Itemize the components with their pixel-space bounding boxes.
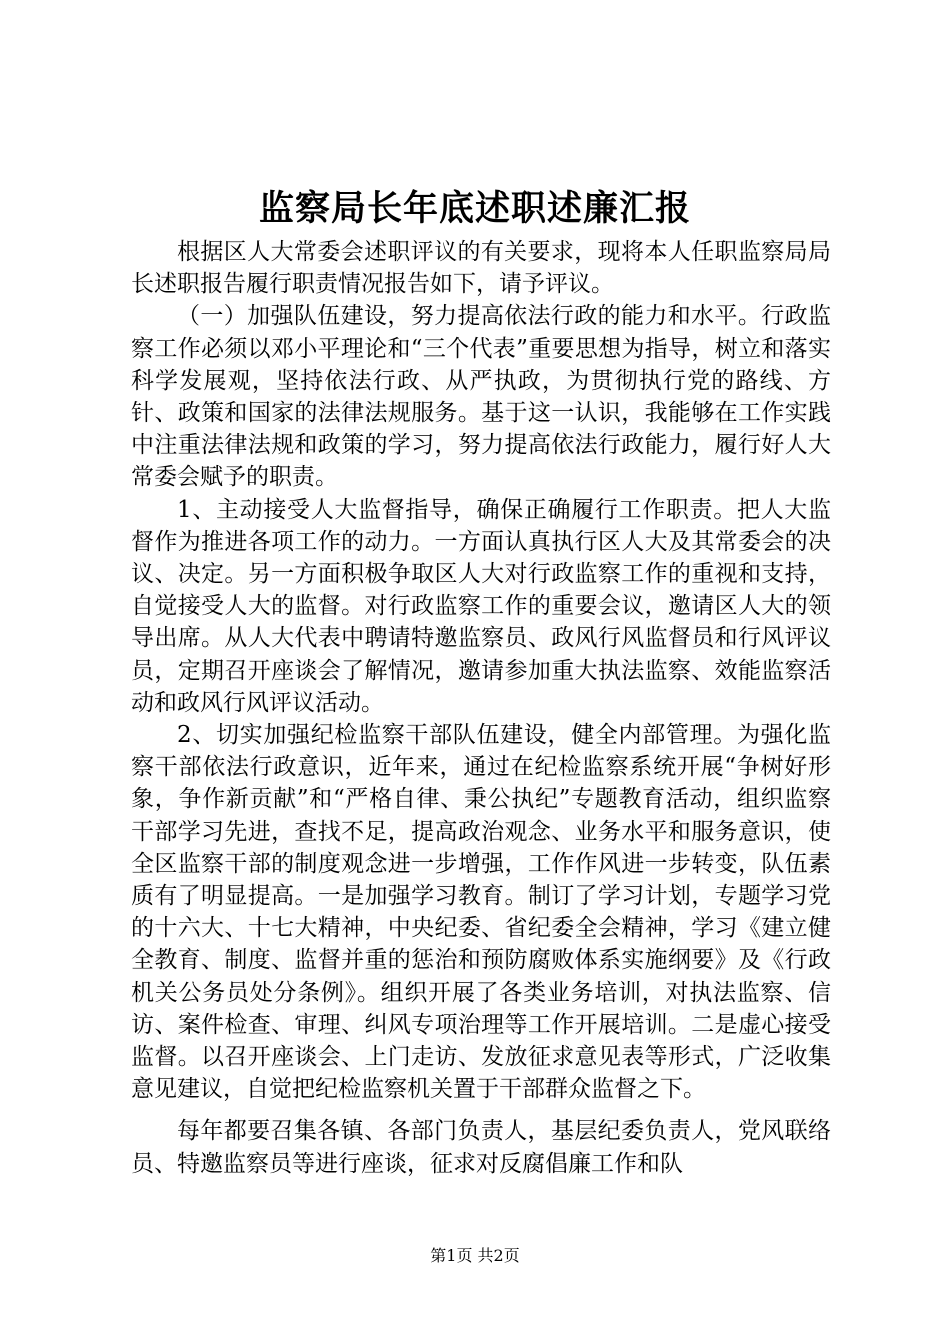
paragraph-section-1: （一）加强队伍建设，努力提高依法行政的能力和水平。行政监察工作必须以邓小平理论和“三个代表”重要思想为指导，树立和落实科学发展观，坚持依法行政、从严执政，为贯彻执行党的路线、方针、政策和国家的法律法规服务。基于这一认识，我能够在工作实践中注重法律法规和政策的学习，努力提高依法行政能力，履行好人大常委会赋予的职责。	[131, 303, 831, 491]
paragraph-continued: 每年都要召集各镇、各部门负责人，基层纪委负责人，党风联络员、特邀监察员等进行座谈，征求对反腐倡廉工作和队	[131, 1118, 831, 1177]
page-number-footer: 第1页 共2页	[430, 1246, 520, 1265]
document-body	[131, 236, 831, 1180]
paragraph-item-1: 1、主动接受人大监督指导，确保正确履行工作职责。把人大监督作为推进各项工作的动力。一方面认真执行区人大及其常委会的决议、决定。另一方面积极争取区人大对行政监察工作的重视和支持，自觉接受人大的监督。对行政监察工作的重要会议，邀请区人大的领导出席。从人大代表中聘请特邀监察员、政风行风监督员和行风评议员，定期召开座谈会了解情况，邀请参加重大执法监察、效能监察活动和政风行风评议活动。	[131, 496, 831, 716]
paragraph-item-2: 2、切实加强纪检监察干部队伍建设，健全内部管理。为强化监察干部依法行政意识，近年来，通过在纪检监察系统开展“争树好形象，争作新贡献”和“严格自律、秉公执纪”专题教育活动，组织监察干部学习先进，查找不足，提高政治观念、业务水平和服务意识，使全区监察干部的制度观念进一步增强，工作作风进一步转变，队伍素质有了明显提高。一是加强学习教育。制订了学习计划，专题学习党的十六大、十七大精神，中央纪委、省纪委全会精神，学习《建立健全教育、制度、监督并重的惩治和预防腐败体系实施纲要》及《行政机关公务员处分条例》。组织开展了各类业务培训，对执法监察、信访、案件检查、审理、纠风专项治理等工作开展培训。二是虚心接受监督。以召开座谈会、上门走访、发放征求意见表等形式，广泛收集意见建议，自觉把纪检监察机关置于干部群众监督之下。	[131, 722, 831, 1103]
paragraph-intro: 根据区人大常委会述职评议的有关要求，现将本人任职监察局局长述职报告履行职责情况报告如下，请予评议。	[131, 239, 831, 298]
document-title: 监察局长年底述职述廉汇报	[258, 188, 691, 229]
